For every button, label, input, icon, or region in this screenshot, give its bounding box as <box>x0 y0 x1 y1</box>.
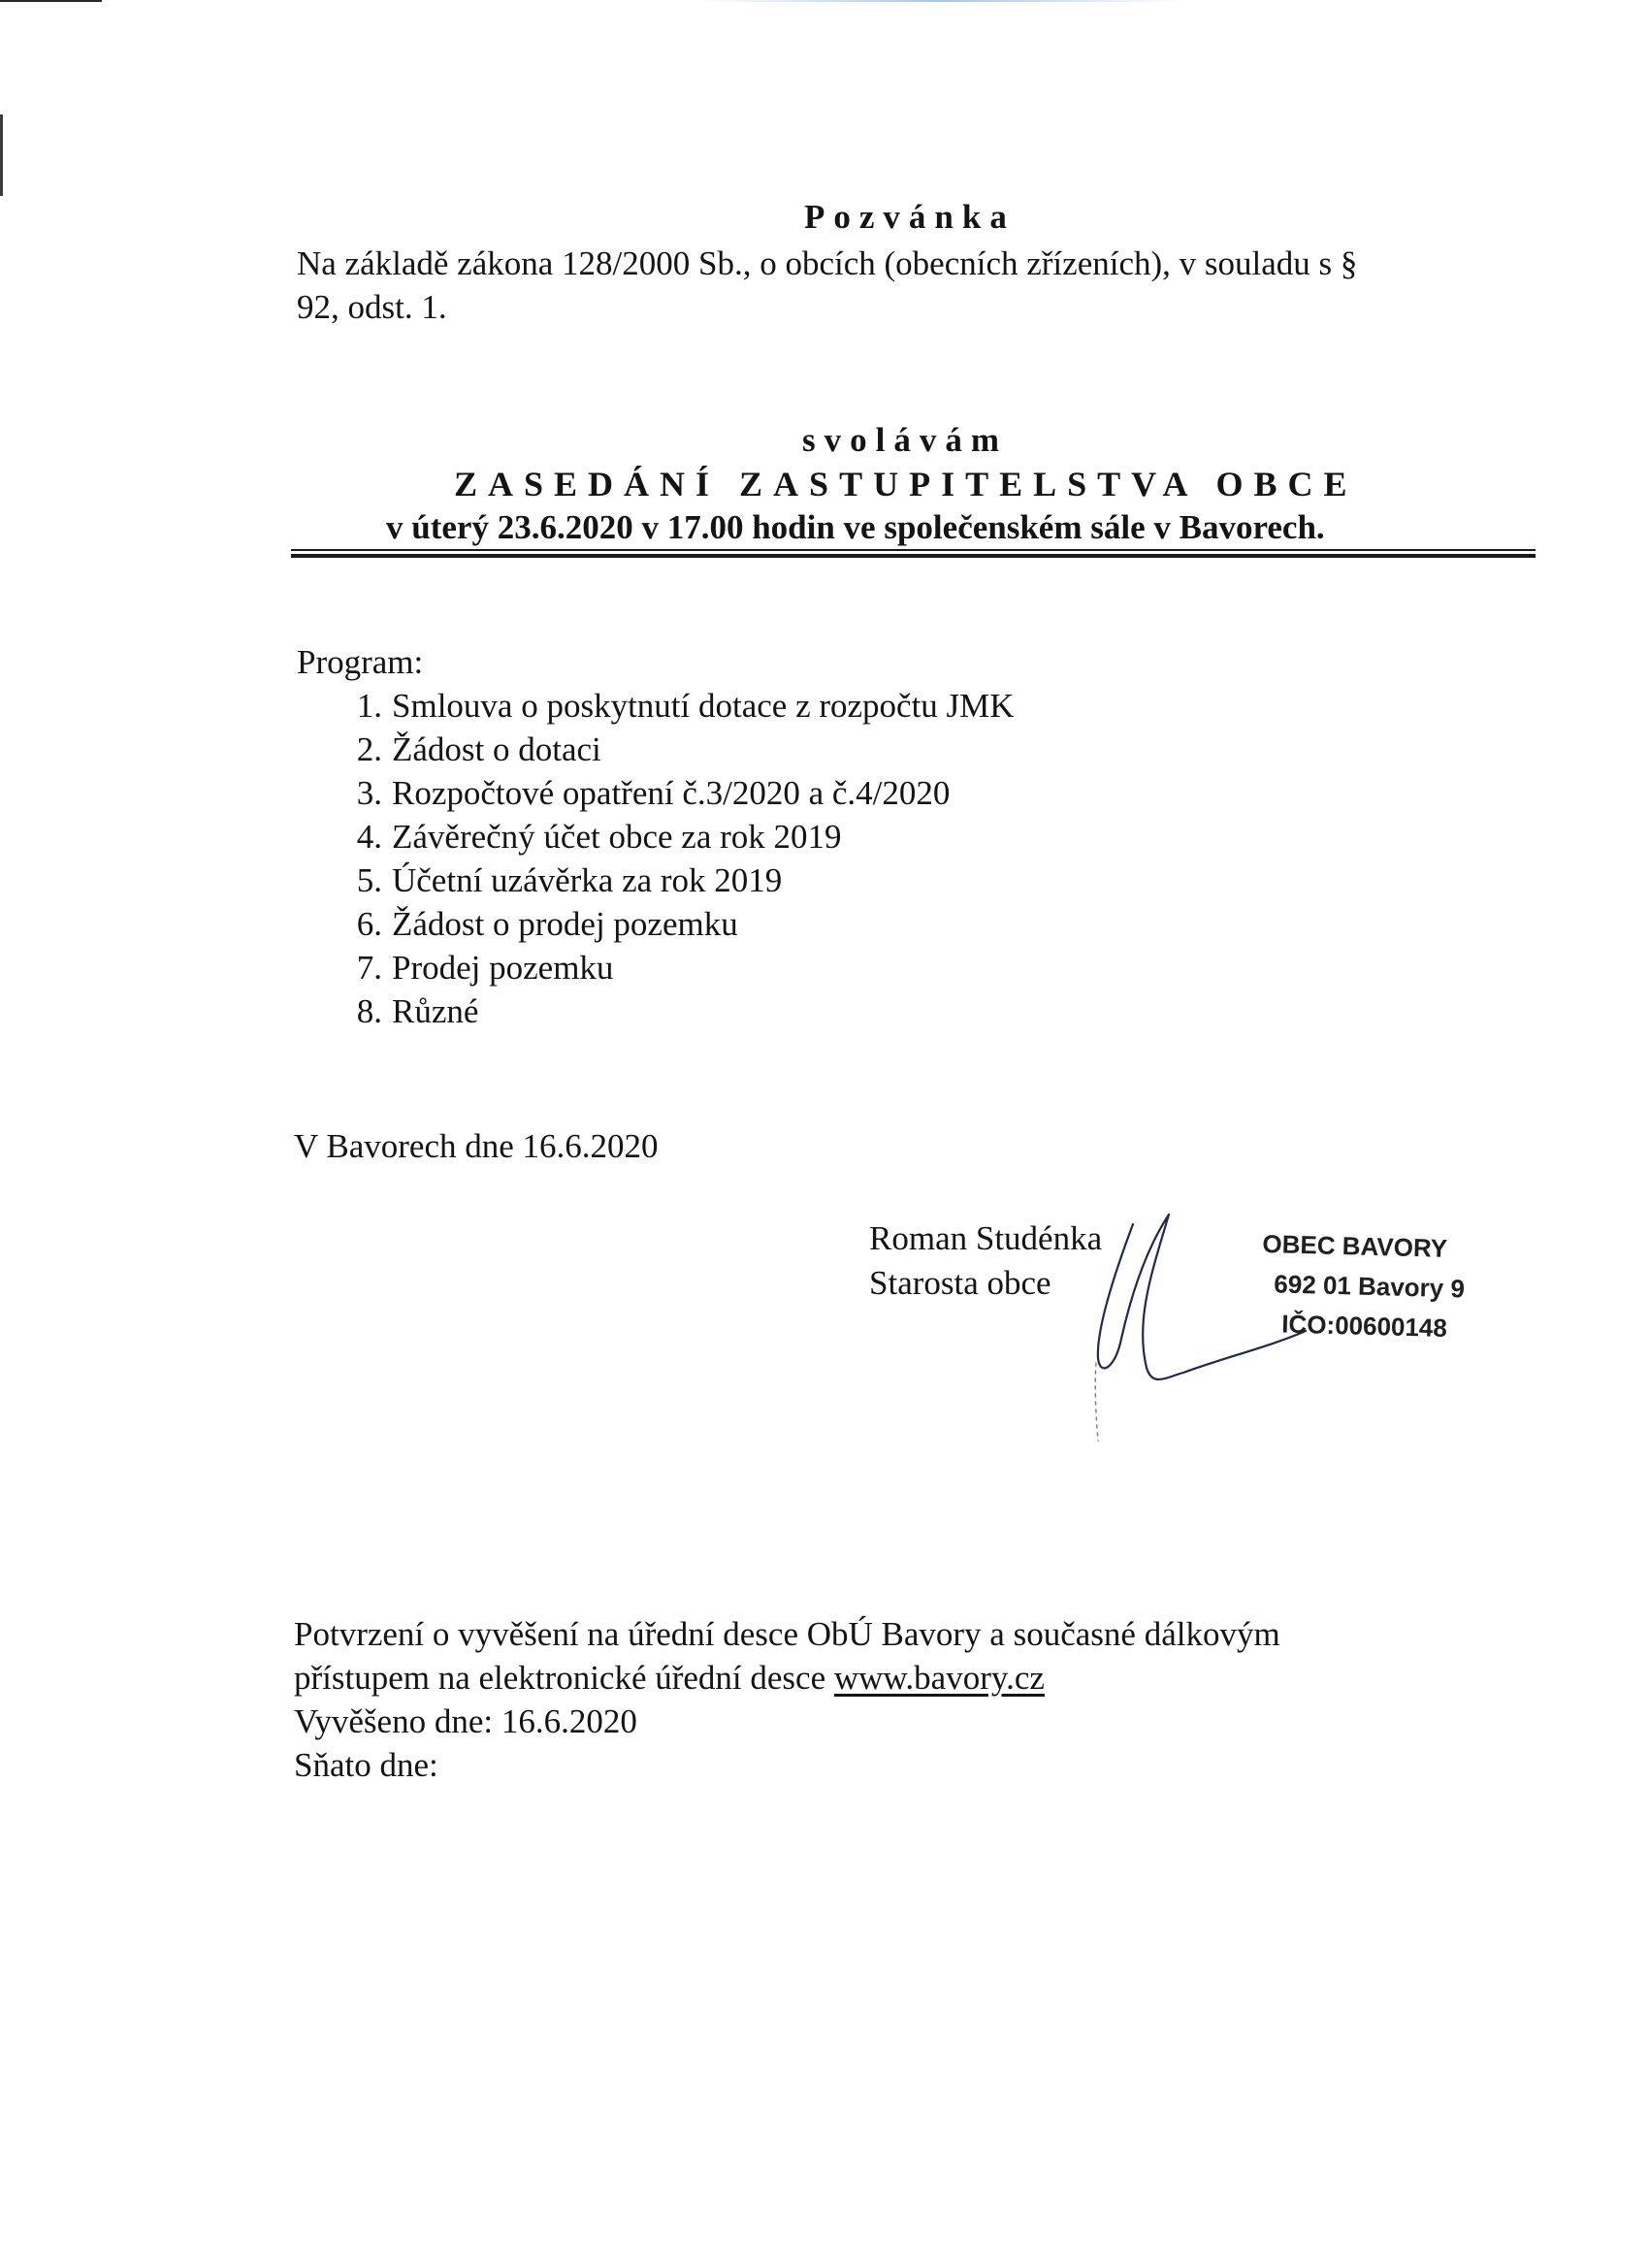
heading-rule-thick <box>291 554 1536 558</box>
program-item <box>291 728 1015 771</box>
stamp-line-1: OBEC BAVORY <box>1262 1228 1448 1263</box>
program-item-text: Žádost o dotaci <box>392 730 601 768</box>
footer-line-2 <box>294 1656 1045 1700</box>
program-item <box>291 989 1015 1033</box>
program-item-text: Různé <box>392 992 479 1030</box>
program-item-number: 1. <box>356 687 382 725</box>
stamp-line-3: IČO:00600148 <box>1280 1309 1448 1344</box>
footer-line-2-text: přístupem na elektronické úřední desce <box>294 1659 834 1697</box>
signatory-name: Roman Studénka <box>869 1219 1103 1257</box>
scan-edge-mark <box>0 0 102 2</box>
program-item <box>291 859 1015 902</box>
program-item-number: 5. <box>356 861 382 899</box>
program-item-text: Prodej pozemku <box>392 949 614 987</box>
stamp-line-2: 692 01 Bavory 9 <box>1274 1269 1466 1304</box>
heading-rule-thin <box>291 549 1536 551</box>
program-item-text: Závěrečný účet obce za rok 2019 <box>392 818 842 856</box>
meeting-heading: ZASEDÁNÍ ZASTUPITELSTVA OBCE <box>454 465 1358 503</box>
footer-line-1: Potvrzení o vyvěšení na úřední desce ObÚ Bavory a současné dálkovým <box>294 1615 1280 1653</box>
date-line: V Bavorech dne 16.6.2020 <box>294 1127 659 1165</box>
program-item-number: 6. <box>356 905 382 943</box>
meeting-time-place: v úterý 23.6.2020 v 17.00 hodin ve společenském sále v Bavorech. <box>386 508 1325 546</box>
intro-line-2: 92, odst. 1. <box>297 288 447 326</box>
posted-date: Vyvěšeno dne: 16.6.2020 <box>294 1702 637 1740</box>
document-title: Pozvánka <box>804 198 1016 236</box>
program-item-text: Rozpočtové opatření č.3/2020 a č.4/2020 <box>392 774 951 812</box>
scan-edge-mark <box>698 0 1183 2</box>
scan-edge-mark <box>0 114 3 196</box>
program-list <box>291 684 1015 1033</box>
program-item-number: 4. <box>356 818 382 856</box>
program-item <box>291 815 1015 859</box>
intro-line-1: Na základě zákona 128/2000 Sb., o obcích (obecních zřízeních), v souladu s § <box>297 244 1358 282</box>
website-link[interactable]: www.bavory.cz <box>833 1659 1045 1697</box>
signatory-role: Starosta obce <box>869 1264 1051 1302</box>
program-item <box>291 771 1015 815</box>
official-stamp <box>1260 1224 1467 1348</box>
program-item-number: 8. <box>356 992 382 1030</box>
program-label: Program: <box>297 643 424 681</box>
program-item <box>291 946 1015 989</box>
removed-date: Sňato dne: <box>294 1746 438 1784</box>
program-item <box>291 684 1015 728</box>
program-item-number: 7. <box>356 949 382 987</box>
program-item-number: 3. <box>356 774 382 812</box>
convene-word: svolávám <box>802 421 1008 459</box>
program-item <box>291 902 1015 946</box>
program-item-text: Žádost o prodej pozemku <box>392 905 738 943</box>
program-item-text: Smlouva o poskytnutí dotace z rozpočtu JMK <box>392 687 1015 725</box>
program-item-text: Účetní uzávěrka za rok 2019 <box>392 861 783 899</box>
program-item-number: 2. <box>356 730 382 768</box>
